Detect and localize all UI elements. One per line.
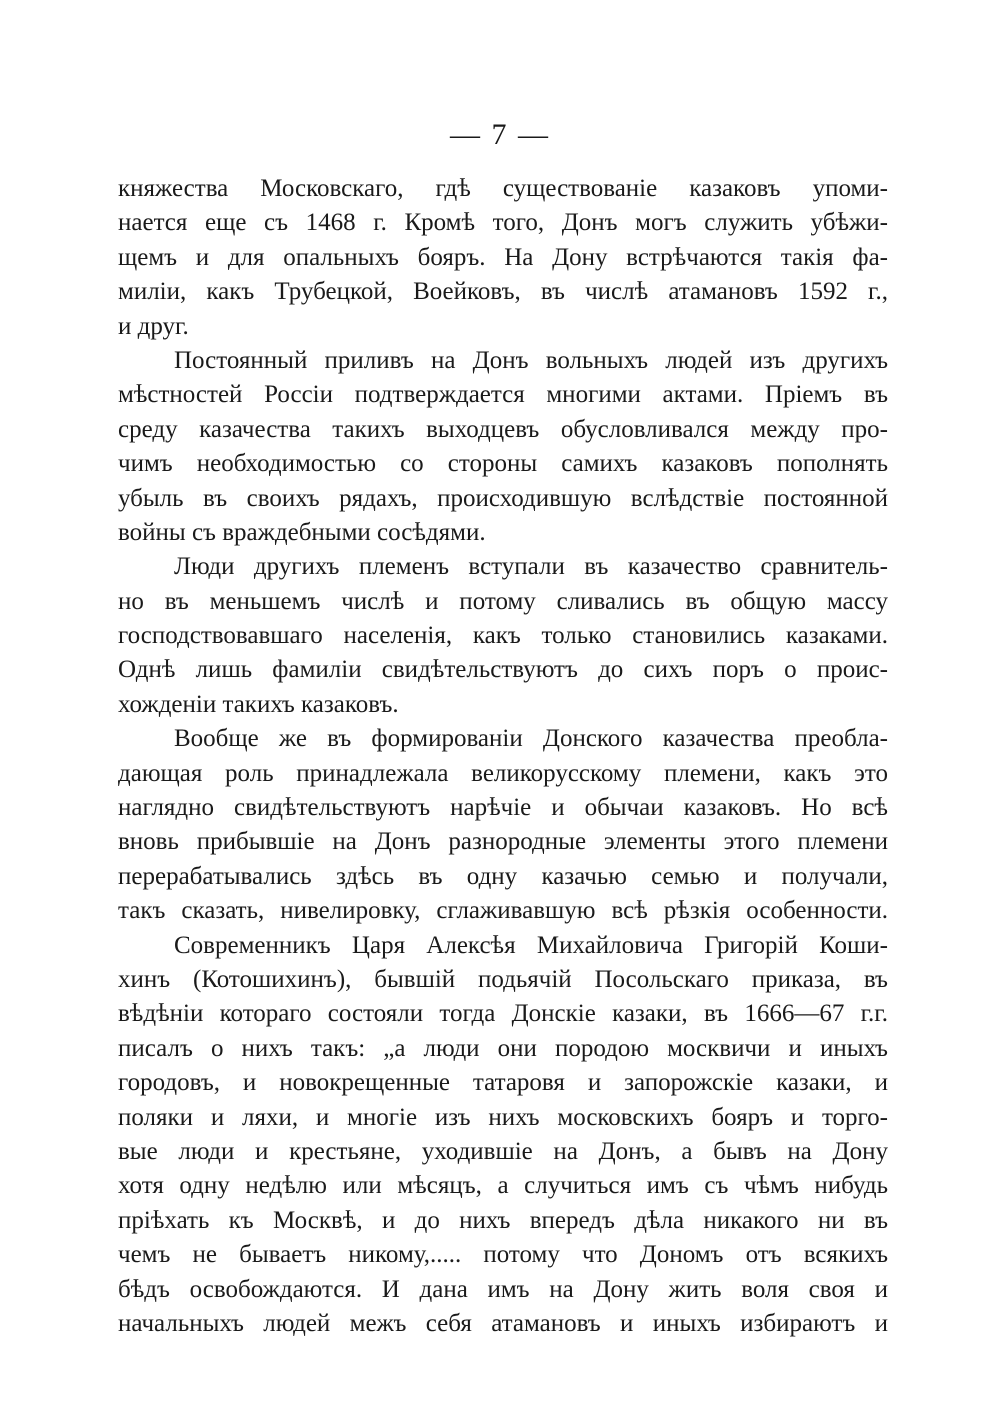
text-line: среду казачества такихъ выходцевъ обусловливался между про- [118,415,888,443]
body-text [118,172,888,1341]
text-line: дающая роль принадлежала великорусскому племени, какъ это [118,759,888,787]
paragraph-4 [118,722,888,928]
text-line: вые люди и крестьяне, уходившіе на Донъ, а бывъ на Дону [118,1137,888,1165]
text-line: пріѣхать къ Москвѣ, и до нихъ впередъ дѣла никакого ни въ [118,1206,888,1234]
text-line: княжества Московскаго, гдѣ существованіе казаковъ упоми- [118,175,888,202]
text-line: перерабатывались здѣсь въ одну казачью семью и получали, [118,862,888,890]
text-line: господствовавшаго населенія, какъ только становились казаками. [118,622,888,650]
paragraph-3 [118,550,888,722]
text-line: хинъ (Котошихинъ), бывшій подьячій Посольскаго приказа, въ [118,965,888,993]
paragraph-5 [118,929,888,1342]
text-line: но въ меньшемъ числѣ и потому сливались въ общую массу [118,587,888,615]
text-line: нается еще съ 1468 г. Кромѣ того, Донъ могъ служить убѣжи- [118,209,888,237]
text-line: Однѣ лишь фамиліи свидѣтельствуютъ до сихъ поръ о проис- [118,656,888,684]
text-line: бѣдъ освобождаются. И дана имъ на Дону жить воля своя и [118,1275,888,1303]
text-line: и друг. [118,312,189,340]
text-line: хожденіи такихъ казаковъ. [118,690,399,718]
text-line: Современникъ Царя Алексѣя Михайловича Григорій Коши- [174,931,888,959]
text-line: убыль въ своихъ рядахъ, происходившую вслѣдствіе постоянной [118,484,888,512]
text-line: миліи, какъ Трубецкой, Воейковъ, въ числѣ атамановъ 1592 г., [118,278,888,306]
text-line: поляки и ляхи, и многіе изъ нихъ московскихъ бояръ и торго- [118,1103,888,1131]
paragraph-2 [118,344,888,550]
text-line: мѣстностей Россіи подтверждается многими актами. Пріемъ въ [118,381,888,409]
text-line: начальныхъ людей межъ себя атамановъ и иныхъ избираютъ и [118,1309,888,1337]
text-line: чимъ необходимостью со стороны самихъ казаковъ пополнять [118,450,888,478]
text-line: вновь прибывшіе на Донъ разнородные элементы этого племени [118,828,888,856]
text-line: такъ сказать, нивелировку, сглаживавшую всѣ рѣзкія особенности. [118,897,888,925]
text-line: войны съ враждебными сосѣдями. [118,518,486,546]
text-line: щемъ и для опальныхъ бояръ. На Дону встрѣчаются такія фа- [118,243,888,271]
text-line: писалъ о нихъ такъ: „а люди они породою москвичи и иныхъ [118,1034,888,1062]
text-line: Постоянный приливъ на Донъ вольныхъ людей изъ другихъ [174,346,888,374]
text-line: чемъ не бываетъ никому,..... потому что Дономъ отъ всякихъ [118,1241,888,1269]
text-line: городовъ, и новокрещенные татаровя и запорожскіе казаки, и [118,1069,888,1097]
paragraph-1 [118,172,888,344]
page-number: — 7 — [450,118,550,151]
text-line: Люди другихъ племенъ вступали въ казачество сравнитель- [174,553,888,581]
text-line: Вообще же въ формированіи Донского казачества преобла- [174,725,888,753]
text-line: вѣдѣніи котораго состояли тогда Донскіе казаки, въ 1666—67 г.г. [118,1000,888,1028]
text-line: наглядно свидѣтельствуютъ нарѣчіе и обычаи казаковъ. Но всѣ [118,794,888,822]
text-line: хотя одну недѣлю или мѣсяцъ, а случиться имъ съ чѣмъ нибудь [118,1172,888,1200]
